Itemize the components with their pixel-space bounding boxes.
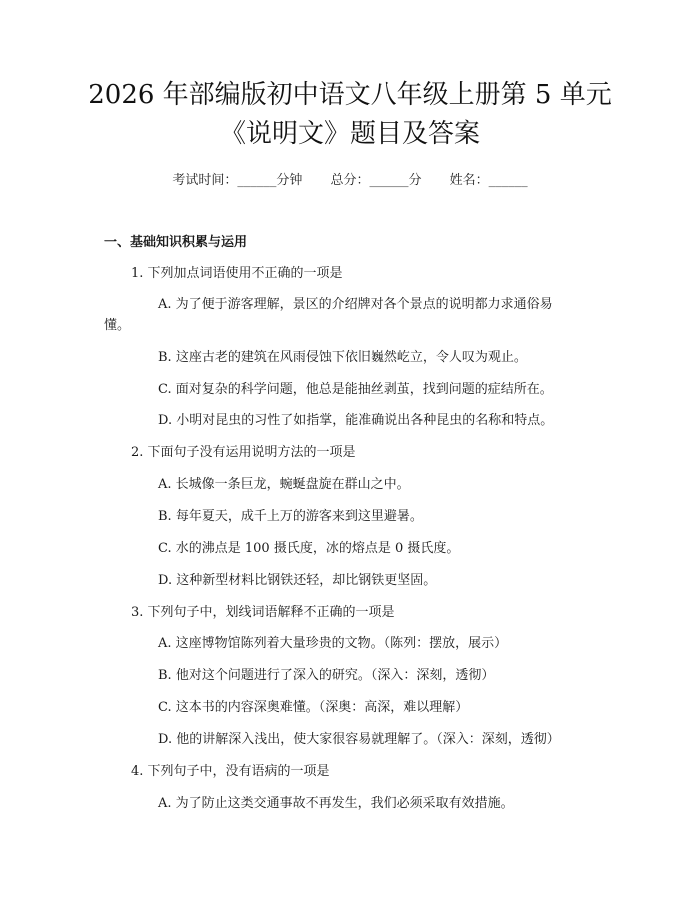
document-title-line1: 2026 年部编版初中语文八年级上册第 5 单元 <box>88 80 612 110</box>
exam-meta <box>0 169 700 188</box>
question-1-option-c: C. 面对复杂的科学问题，他总是能抽丝剥茧，找到问题的症结所在。 <box>158 382 553 397</box>
exam-score: 总分：______分 <box>330 173 422 188</box>
question-1-stem: 1. 下列加点词语使用不正确的一项是 <box>131 266 343 281</box>
question-1-option-b: B. 这座古老的建筑在风雨侵蚀下依旧巍然屹立，令人叹为观止。 <box>158 350 527 365</box>
question-3-stem: 3. 下列句子中，划线词语解释不正确的一项是 <box>131 605 395 620</box>
document-title-line2: 《说明文》题目及答案 <box>219 119 480 149</box>
question-4-stem: 4. 下列句子中，没有语病的一项是 <box>131 764 330 779</box>
exam-name: 姓名：______ <box>449 173 528 188</box>
question-2-option-c: C. 水的沸点是 100 摄氏度，冰的熔点是 0 摄氏度。 <box>158 541 460 556</box>
question-3-option-b: B. 他对这个问题进行了深入的研究。（深入：深刻，透彻） <box>158 668 495 683</box>
question-3-option-a: A. 这座博物馆陈列着大量珍贵的文物。（陈列：摆放，展示） <box>158 636 508 651</box>
question-1-option-a: A. 为了便于游客理解，景区的介绍牌对各个景点的说明都力求通俗易 <box>158 297 553 312</box>
question-1-option-a-wrap: 懂。 <box>104 318 131 333</box>
question-2-stem: 2. 下面句子没有运用说明方法的一项是 <box>131 445 356 460</box>
question-1-option-d: D. 小明对昆虫的习性了如指掌，能准确说出各种昆虫的名称和特点。 <box>158 413 554 428</box>
question-2-option-d: D. 这种新型材料比钢铁还轻，却比钢铁更坚固。 <box>158 573 437 588</box>
question-3-option-d: D. 他的讲解深入浅出，使大家很容易就理解了。（深入：深刻，透彻） <box>158 732 560 747</box>
question-3-option-c: C. 这本书的内容深奥难懂。（深奥：高深，难以理解） <box>158 700 469 715</box>
section-heading: 一、基础知识积累与运用 <box>104 235 248 250</box>
question-2-option-a: A. 长城像一条巨龙，蜿蜒盘旋在群山之中。 <box>158 477 410 492</box>
question-4-option-a: A. 为了防止这类交通事故不再发生，我们必须采取有效措施。 <box>158 796 514 811</box>
exam-time: 考试时间：______分钟 <box>172 173 303 188</box>
question-2-option-b: B. 每年夏天，成千上万的游客来到这里避暑。 <box>158 509 423 524</box>
